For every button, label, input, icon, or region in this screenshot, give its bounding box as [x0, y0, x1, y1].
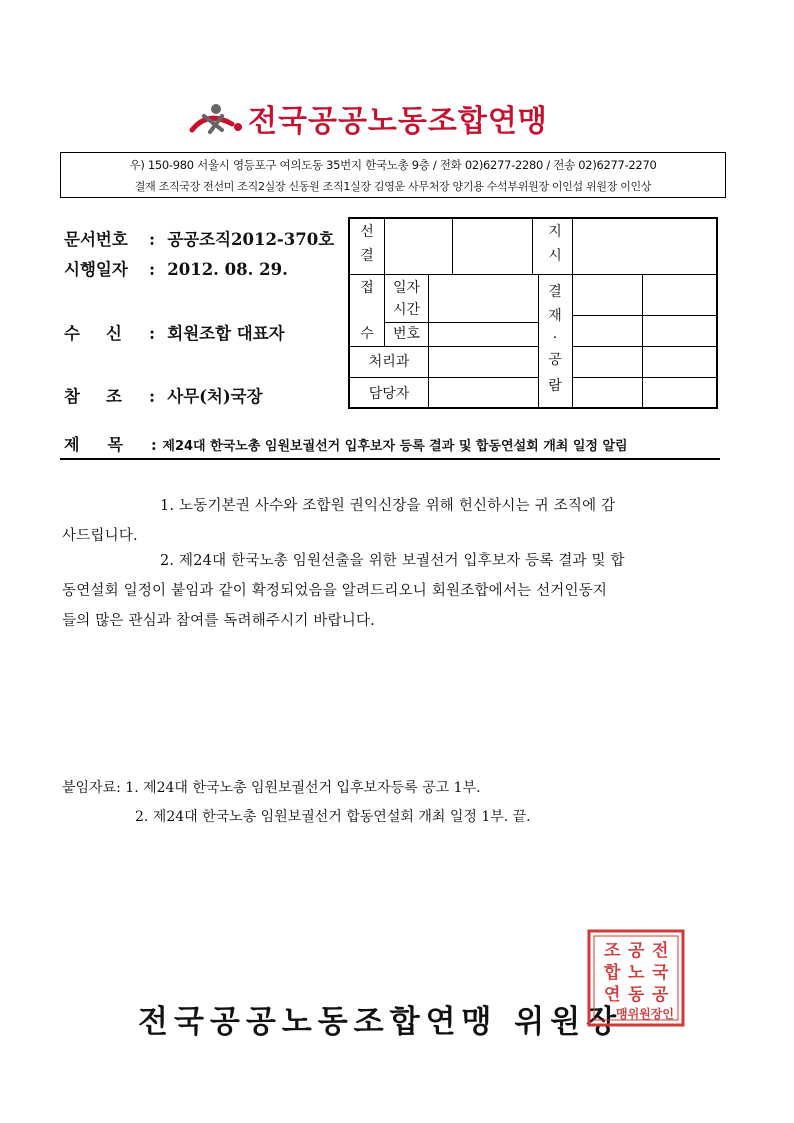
body-line: 들의 많은 관심과 참여를 독려해주시기 바랍니다. — [62, 613, 375, 629]
approval-cell-seon: 선 — [360, 224, 374, 240]
svg-text:전: 전 — [652, 941, 669, 961]
reference-label: 참조 — [64, 387, 148, 406]
org-logo — [188, 96, 588, 146]
approval-cell-gyeoljae-3: · — [552, 330, 558, 346]
date-value: 2012. 08. 29. — [167, 260, 288, 279]
approval-chain-line: 결재 조직국장 전선미 조직2실장 신동원 조직1실장 김영운 사무처장 양기용 수석부위원장 이인섭 위원장 이인상 — [134, 180, 652, 193]
approval-cell-si: 시 — [548, 248, 562, 264]
attachment-item-1: 1. 제24대 한국노총 임원보궐선거 입후보자등록 공고 1부. — [125, 780, 481, 796]
body-line: 2. 제24대 한국노총 임원선출을 위한 보궐선거 입후보자 등록 결과 및 합 — [160, 553, 625, 569]
svg-text:공: 공 — [628, 941, 645, 961]
recipient-row — [64, 320, 285, 344]
reference-row — [64, 383, 263, 407]
subject-text: 제24대 한국노총 임원보궐선거 입후보자 등록 결과 및 합동연설회 개최 일정 알림 — [162, 439, 628, 454]
body-paragraph-2 — [62, 546, 702, 636]
approval-cell-cheorigwa: 처리과 — [368, 354, 410, 370]
approval-cell-gyeoljae-4: 공 — [548, 352, 562, 368]
colon: : — [148, 230, 156, 249]
attachment-row-1 — [62, 777, 481, 797]
logo-mark-icon — [188, 100, 246, 136]
svg-text:연: 연 — [604, 985, 621, 1005]
svg-text:노: 노 — [628, 963, 645, 983]
attachment-item-2: 2. 제24대 한국노총 임원보궐선거 합동연설회 개최 일정 1부. 끝. — [135, 809, 531, 825]
colon: : — [148, 324, 156, 343]
body-line: 동연설회 일정이 붙임과 같이 확정되었음을 알려드리오니 회원조합에서는 선거인동지 — [62, 583, 608, 599]
colon: : — [150, 435, 157, 454]
svg-text:공: 공 — [652, 985, 669, 1005]
approval-table — [348, 217, 718, 409]
svg-text:국: 국 — [652, 963, 669, 983]
approval-cell-damdangja: 담당자 — [368, 386, 410, 402]
reference-value: 사무(처)국장 — [167, 387, 263, 406]
approval-cell-gyeol: 결 — [360, 248, 374, 264]
body-line: 사드립니다. — [62, 528, 138, 544]
doc-number-value: 공공조직2012-370호 — [167, 230, 335, 249]
official-seal-icon — [586, 928, 686, 1028]
subject-row — [64, 432, 720, 455]
subject-label: 제목 — [64, 435, 151, 454]
approval-cell-su: 수 — [360, 326, 374, 342]
body-paragraph-1 — [62, 491, 702, 551]
approval-cell-beonho: 번호 — [392, 326, 421, 342]
date-label: 시행일자 — [64, 260, 128, 279]
approval-cell-ilja: 일자 — [392, 280, 421, 296]
svg-text:조: 조 — [604, 941, 621, 961]
doc-number-label: 문서번호 — [64, 230, 128, 249]
approval-cell-sigan: 시간 — [392, 302, 421, 318]
body-line: 1. 노동기본권 사수와 조합원 권익신장을 위해 헌신하시는 귀 조직에 감 — [160, 498, 616, 514]
doc-number-row — [64, 226, 334, 250]
date-row — [64, 256, 288, 280]
approval-cell-jeop: 접 — [360, 280, 374, 296]
attachment-label: 붙임자료: — [62, 780, 121, 796]
letterhead-info-box — [60, 152, 726, 198]
signature-line: 전국공공노동조합연맹 위원장 — [138, 1004, 623, 1040]
recipient-value: 회원조합 대표자 — [167, 324, 285, 343]
colon: : — [148, 387, 156, 406]
address-line: 우) 150-980 서울시 영등포구 여의도동 35번지 한국노총 9층 / 전화 02)6277-2280 / 전송 02)6277-2270 — [129, 158, 657, 172]
svg-text:동: 동 — [628, 985, 645, 1005]
svg-text:맹위원장인: 맹위원장인 — [616, 1007, 674, 1021]
svg-text:합: 합 — [604, 963, 621, 983]
approval-cell-ji: 지 — [548, 224, 562, 240]
colon: : — [148, 260, 156, 279]
approval-cell-gyeoljae-1: 결 — [548, 284, 562, 300]
subject-divider — [60, 458, 720, 460]
recipient-label: 수신 — [64, 324, 148, 343]
approval-cell-gyeoljae-5: 람 — [548, 378, 562, 394]
org-title: 전국공공노동조합연맹 — [248, 104, 548, 139]
approval-cell-gyeoljae-2: 재 — [548, 308, 562, 324]
